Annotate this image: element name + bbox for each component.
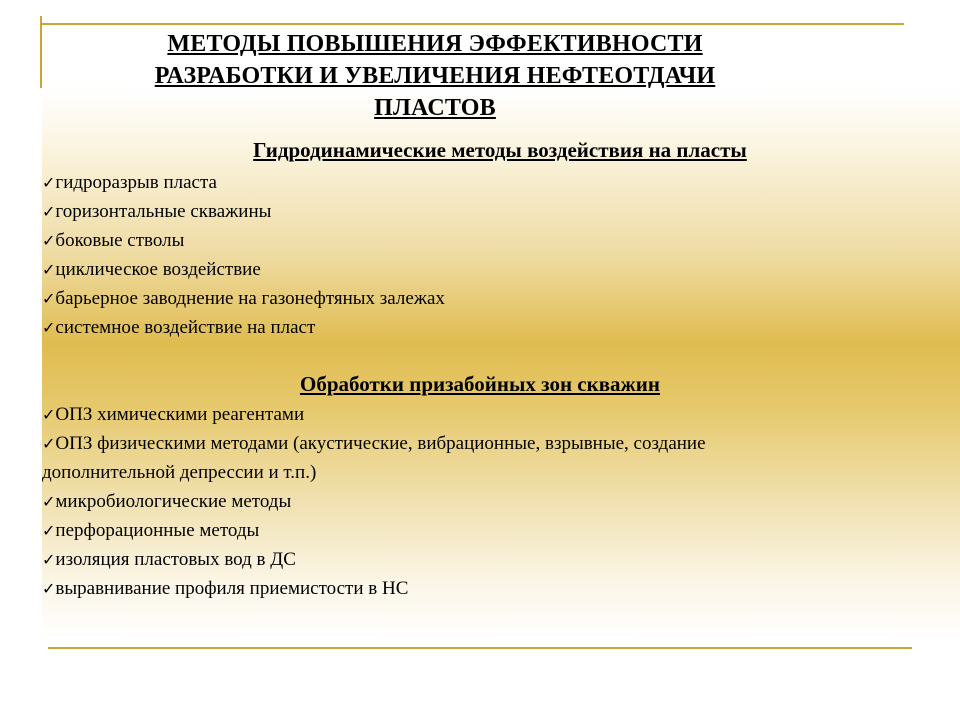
checkmark-icon: ✓: [42, 318, 56, 337]
top-divider: [40, 23, 904, 25]
title-line-1: МЕТОДЫ ПОВЫШЕНИЯ ЭФФЕКТИВНОСТИ: [167, 31, 703, 57]
checkmark-icon: ✓: [42, 405, 56, 424]
list-item: ✓изоляция пластовых вод в ДС: [42, 549, 296, 570]
bottom-divider: [48, 647, 912, 649]
checkmark-icon: ✓: [42, 579, 56, 598]
checkmark-icon: ✓: [42, 492, 56, 511]
checkmark-icon: ✓: [42, 289, 56, 308]
list-item: ✓барьерное заводнение на газонефтяных залежах: [42, 288, 445, 309]
list-item: ✓системное воздействие на пласт: [42, 317, 316, 338]
list-item: ✓микробиологические методы: [42, 491, 292, 512]
bottomhole-treatment-list: [42, 400, 942, 603]
checkmark-icon: ✓: [42, 521, 56, 540]
list-item: ✓ОПЗ химическими реагентами: [42, 404, 305, 425]
slide-title: [60, 28, 810, 124]
checkmark-icon: ✓: [42, 550, 56, 569]
list-item: ✓горизонтальные скважины: [42, 201, 272, 222]
title-line-3: ПЛАСТОВ: [374, 95, 496, 121]
checkmark-icon: ✓: [42, 434, 56, 453]
list-item: ✓боковые стволы: [42, 230, 185, 251]
list-item: ✓перфорационные методы: [42, 520, 260, 541]
section-heading-hydrodynamic: Гидродинамические методы воздействия на пласты: [253, 138, 747, 162]
list-item: ✓циклическое воздействие: [42, 259, 261, 280]
checkmark-icon: ✓: [42, 260, 56, 279]
checkmark-icon: ✓: [42, 173, 56, 192]
checkmark-icon: ✓: [42, 202, 56, 221]
list-item-continuation: дополнительной депрессии и т.п.): [42, 462, 317, 483]
title-line-2: РАЗРАБОТКИ И УВЕЛИЧЕНИЯ НЕФТЕОТДАЧИ: [154, 63, 716, 89]
hydrodynamic-methods-list: [42, 168, 942, 342]
left-divider: [40, 16, 42, 88]
checkmark-icon: ✓: [42, 231, 56, 250]
section-heading-bottomhole: Обработки призабойных зон скважин: [300, 372, 660, 396]
list-item: ✓гидроразрыв пласта: [42, 172, 217, 193]
list-item: ✓ОПЗ физическими методами (акустические, вибрационные, взрывные, создание: [42, 433, 706, 454]
list-item: ✓выравнивание профиля приемистости в НС: [42, 578, 409, 599]
